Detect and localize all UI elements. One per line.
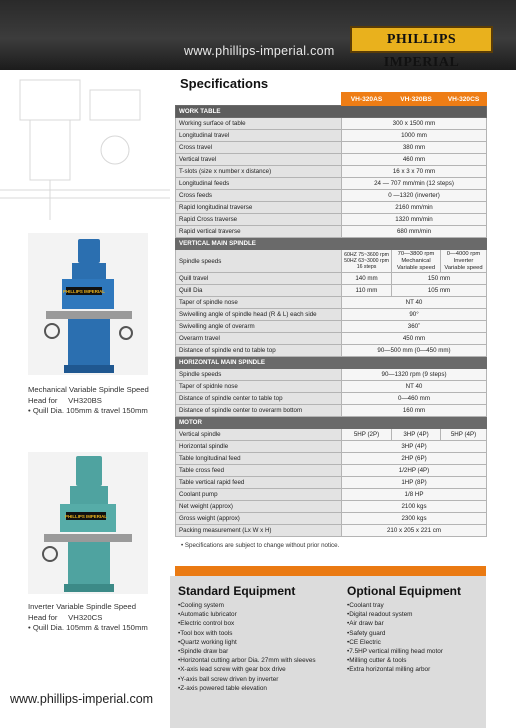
machine-vh320cs-image bbox=[28, 452, 148, 594]
equipment-item: • Digital readout system bbox=[347, 610, 443, 619]
equipment-item: • X-axis lead screw with gear box drive bbox=[178, 665, 316, 674]
spec-note: • Specifications are subject to change without prior notice. bbox=[181, 542, 340, 549]
specifications-table bbox=[175, 92, 487, 537]
equipment-item: • Air draw bar bbox=[347, 619, 443, 628]
section-motor: MOTOR bbox=[176, 417, 487, 429]
spec-row: Table longitudinal feed 2HP (6P) bbox=[176, 453, 487, 465]
equipment-item: • Tool box with tools bbox=[178, 629, 316, 638]
spec-row: Cross feeds 0 —1320 (inverter) bbox=[176, 190, 487, 202]
equipment-panel bbox=[170, 576, 486, 728]
spec-row: Spindle speeds 90—1320 rpm (9 steps) bbox=[176, 369, 487, 381]
spec-row: Swivelling angle of overarm 360˚ bbox=[176, 321, 487, 333]
section-horizontal-spindle: HORIZONTAL MAIN SPINDLE bbox=[176, 357, 487, 369]
spec-row-quill-travel: Quill travel 140 mm 150 mm bbox=[176, 273, 487, 285]
spec-row: Rapid longitudinal traverse 2160 mm/min bbox=[176, 202, 487, 214]
equipment-item: • Extra horizontal milling arbor bbox=[347, 665, 443, 674]
equipment-item: • Y-axis ball screw driven by inverter bbox=[178, 675, 316, 684]
machine1-caption: Mechanical Variable Spindle Speed Head for VH320BS • Quill Dia. 105mm & travel 150mm bbox=[28, 385, 149, 415]
spec-row: Distance of spindle center to overarm bottom 160 mm bbox=[176, 405, 487, 417]
equipment-item: • Horizontal cutting arbor Dia. 27mm with sleeves bbox=[178, 656, 316, 665]
equipment-item: • 7.5HP vertical milling head motor bbox=[347, 647, 443, 656]
page-title: Specifications bbox=[180, 76, 269, 91]
spec-row: Taper of spindle nose NT 40 bbox=[176, 297, 487, 309]
spec-row: Horizontal spindle 3HP (4P) bbox=[176, 441, 487, 453]
equipment-item: • Spindle draw bar bbox=[178, 647, 316, 656]
page-header bbox=[0, 0, 516, 70]
equipment-item: • Milling cutter & tools bbox=[347, 656, 443, 665]
spec-row-spindle-speeds: Spindle speeds 60HZ 75~3600 rpm 50HZ 63~3000 rpm 16 steps 70—3800 rpm Mechanical Variable speed 0—4000 rpm Inverter Variable speed bbox=[176, 250, 487, 273]
spec-row: Table cross feed 1/2HP (4P) bbox=[176, 465, 487, 477]
spec-row: Distance of spindle center to table top 0—460 mm bbox=[176, 393, 487, 405]
model-c: VH-320CS bbox=[441, 93, 487, 106]
spec-row: Gross weight (approx) 2300 kgs bbox=[176, 513, 487, 525]
header-url[interactable]: www.phillips-imperial.com bbox=[184, 44, 335, 58]
section-vertical-spindle: VERTICAL MAIN SPINDLE bbox=[176, 238, 487, 250]
equipment-item: • Automatic lubricator bbox=[178, 610, 316, 619]
footer-url[interactable]: www.phillips-imperial.com bbox=[10, 692, 154, 706]
equipment-item: • CE Electric bbox=[347, 638, 443, 647]
spec-row: Net weight (approx) 2100 kgs bbox=[176, 501, 487, 513]
machine1-brand: PHILLIPS IMPERIAL bbox=[63, 289, 105, 294]
spec-row: Cross travel 380 mm bbox=[176, 142, 487, 154]
standard-equipment-list bbox=[178, 601, 316, 693]
machine2-caption: Inverter Variable Spindle Speed Head for VH320CS • Quill Dia. 105mm & travel 150mm bbox=[28, 602, 148, 632]
spec-row: Distance of spindle end to table top 90—500 mm (0—450 mm) bbox=[176, 345, 487, 357]
spec-row-quill-dia: Quill Dia 110 mm 105 mm bbox=[176, 285, 487, 297]
spec-row: Taper of spidnle nose NT 40 bbox=[176, 381, 487, 393]
spec-row-vertical-spindle-motor: Vertical spindle 5HP (2P) 3HP (4P) 5HP (4P) bbox=[176, 429, 487, 441]
spec-row: Rapid Cross traverse 1320 mm/min bbox=[176, 214, 487, 226]
equipment-item: • Z-axis powered table elevation bbox=[178, 684, 316, 693]
spec-row: Rapid vertical traverse 680 mm/min bbox=[176, 226, 487, 238]
model-a: VH-320AS bbox=[342, 93, 392, 106]
equipment-item: • Coolant tray bbox=[347, 601, 443, 610]
spec-row: Longitudinal travel 1000 mm bbox=[176, 130, 487, 142]
spec-row: Vertical travel 460 mm bbox=[176, 154, 487, 166]
model-b: VH-320BS bbox=[392, 93, 441, 106]
spec-row: Swivelling angle of spindle head (R & L) each side 90° bbox=[176, 309, 487, 321]
machine2-brand: PHILLIPS IMPERIAL bbox=[65, 514, 107, 519]
spec-row: Table vertical rapid feed 1HP (8P) bbox=[176, 477, 487, 489]
standard-equipment-title: Standard Equipment bbox=[178, 584, 296, 598]
equipment-item: • Safety guard bbox=[347, 629, 443, 638]
spec-row: Coolant pump 1/8 HP bbox=[176, 489, 487, 501]
equipment-item: • Electric control box bbox=[178, 619, 316, 628]
machine-vh320bs-image bbox=[28, 233, 148, 375]
background-machine-sketch bbox=[0, 70, 170, 230]
section-work-table: WORK TABLE bbox=[176, 106, 487, 118]
optional-equipment-title: Optional Equipment bbox=[347, 584, 461, 598]
equipment-item: • Cooling system bbox=[178, 601, 316, 610]
model-header-row bbox=[176, 93, 487, 106]
brand-logo: PHILLIPS IMPERIAL bbox=[350, 26, 493, 53]
spec-row: Working surface of table 300 x 1500 mm bbox=[176, 118, 487, 130]
spec-row: Overarm travel 450 mm bbox=[176, 333, 487, 345]
optional-equipment-list bbox=[347, 601, 443, 675]
accent-bar bbox=[175, 566, 486, 576]
equipment-item: • Quartz working light bbox=[178, 638, 316, 647]
spec-row: T-slots (size x number x distance) 16 x 3 x 70 mm bbox=[176, 166, 487, 178]
spec-row: Longitudinal feeds 24 — 707 mm/min (12 steps) bbox=[176, 178, 487, 190]
spec-row: Packing measurement (Lx W x H) 210 x 205 x 221 cm bbox=[176, 525, 487, 537]
